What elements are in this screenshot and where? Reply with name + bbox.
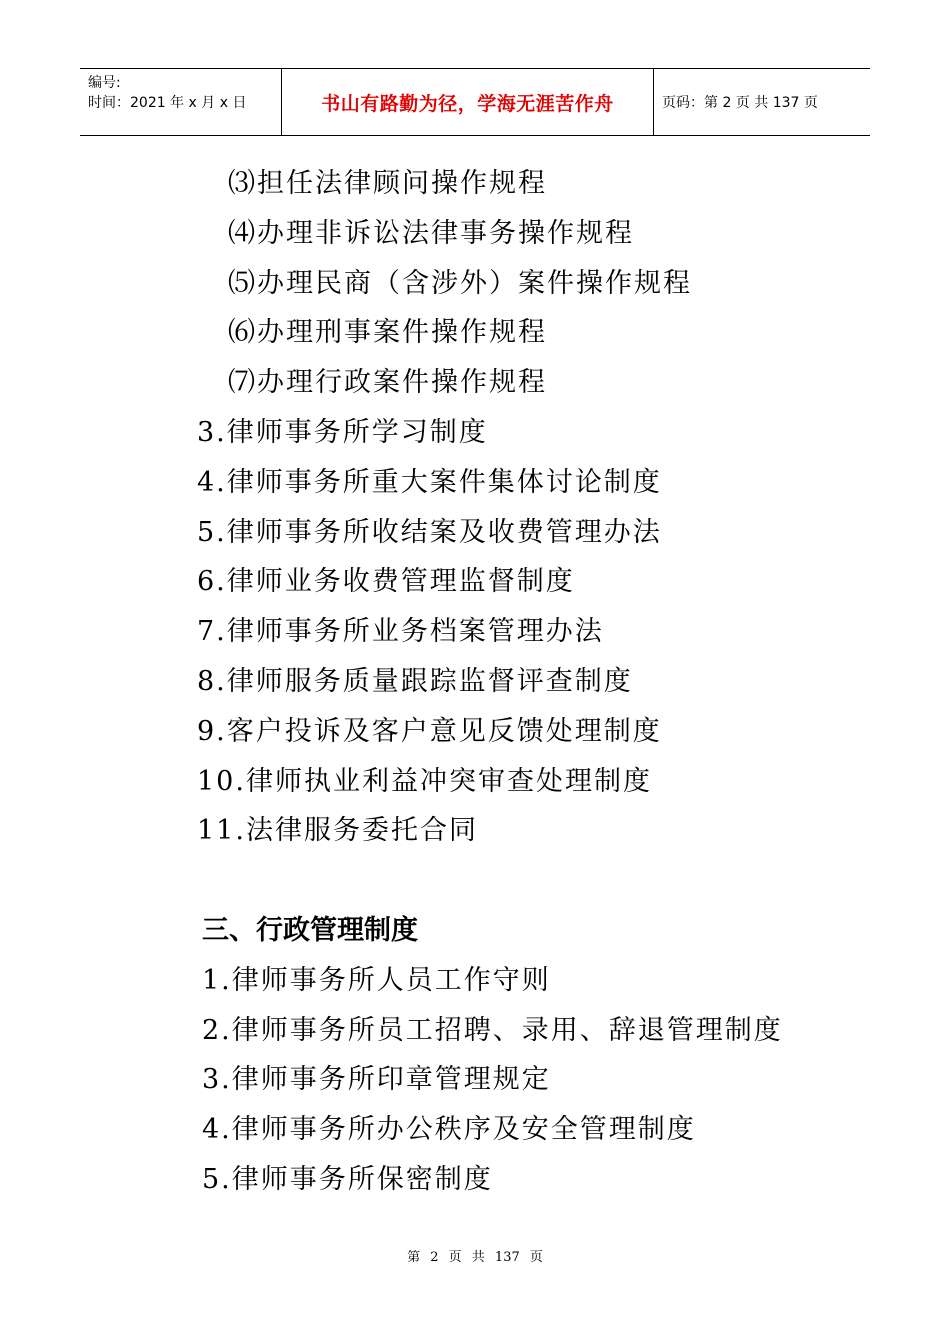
page-footer: 第 2 页 共 137 页 <box>407 1250 543 1265</box>
sub-item: ⑹办理刑事案件操作规程 <box>228 317 547 348</box>
list-item: 3.律师事务所学习制度 <box>197 417 488 448</box>
admin-item: 1.律师事务所人员工作守则 <box>202 965 551 996</box>
header-meta <box>80 69 282 135</box>
number-label: 编号: <box>88 75 121 91</box>
page-header <box>80 68 870 136</box>
section-heading: 三、行政管理制度 <box>202 915 418 946</box>
page-info: 页码：第 2 页 共 137 页 <box>662 95 818 111</box>
list-item: 8.律师服务质量跟踪监督评查制度 <box>197 666 633 697</box>
list-item: 5.律师事务所收结案及收费管理办法 <box>197 517 662 548</box>
admin-item: 5.律师事务所保密制度 <box>202 1164 493 1195</box>
admin-item: 3.律师事务所印章管理规定 <box>202 1064 551 1095</box>
list-item: 11.法律服务委托合同 <box>197 815 478 846</box>
admin-item: 2.律师事务所员工招聘、录用、辞退管理制度 <box>202 1015 783 1046</box>
header-page-info-cell <box>654 69 870 135</box>
list-item: 4.律师事务所重大案件集体讨论制度 <box>197 467 662 498</box>
sub-item: ⑺办理行政案件操作规程 <box>228 367 547 398</box>
header-motto-cell <box>282 69 654 135</box>
admin-item: 4.律师事务所办公秩序及安全管理制度 <box>202 1114 696 1145</box>
list-item: 6.律师业务收费管理监督制度 <box>197 566 575 597</box>
sub-item: ⑸办理民商（含涉外）案件操作规程 <box>228 268 692 299</box>
list-item: 7.律师事务所业务档案管理办法 <box>197 616 604 647</box>
sub-item: ⑶担任法律顾问操作规程 <box>228 168 547 199</box>
list-item: 10.律师执业利益冲突审查处理制度 <box>197 766 652 797</box>
sub-item: ⑷办理非诉讼法律事务操作规程 <box>228 218 634 249</box>
time-label: 时间：2021 年 x 月 x 日 <box>88 95 247 111</box>
list-item: 9.客户投诉及客户意见反馈处理制度 <box>197 716 662 747</box>
motto: 书山有路勤为径，学海无涯苦作舟 <box>321 92 614 115</box>
